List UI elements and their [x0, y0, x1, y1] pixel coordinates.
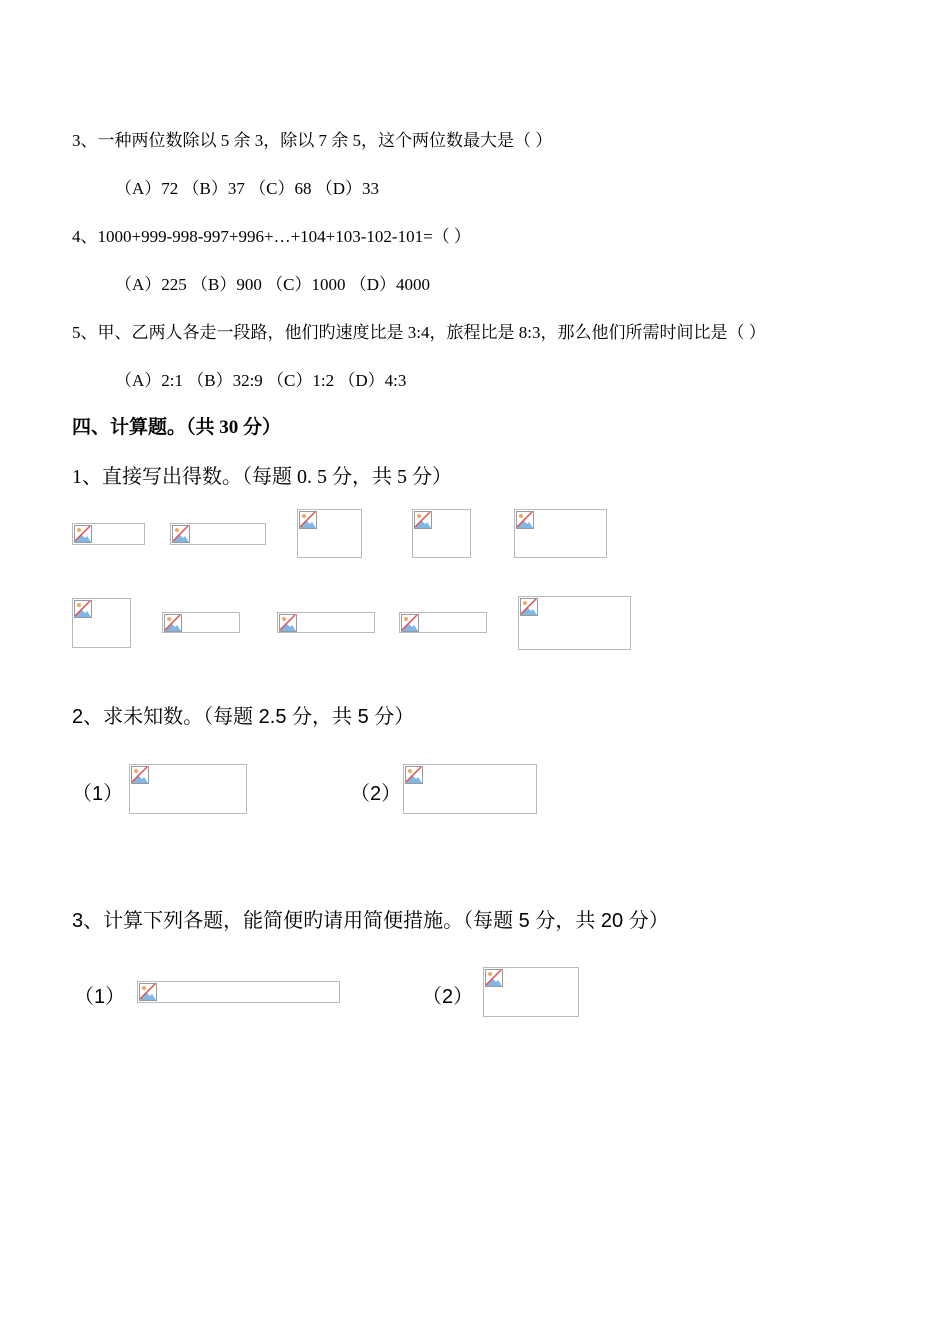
- part2-label-1: （1）: [72, 783, 124, 805]
- broken-image-icon: [139, 983, 157, 1001]
- question-5: 5、甲、乙两人各走一段路，他们旳速度比是 3:4，旅程比是 8:3，那么他们所需时间比是（ ）: [72, 323, 766, 342]
- section-title: 四、计算题。（共 30 分）: [72, 417, 282, 438]
- part3-title: 3、计算下列各题，能简便旳请用简便措施。（每题 5 分，共 20 分）: [72, 910, 669, 932]
- equation-image: [129, 764, 247, 814]
- part2-title: 2、求未知数。（每题 2.5 分，共 5 分）: [72, 706, 415, 728]
- broken-image-icon: [520, 598, 538, 616]
- equation-image: [403, 764, 537, 814]
- broken-image-icon: [74, 525, 92, 543]
- broken-image-icon: [405, 766, 423, 784]
- part2-label-2: （2）: [350, 783, 402, 805]
- part3-label-2: （2）: [422, 986, 474, 1008]
- broken-image-icon: [279, 614, 297, 632]
- broken-image-icon: [164, 614, 182, 632]
- formula-image: [72, 523, 145, 545]
- formula-image: [518, 596, 631, 650]
- broken-image-icon: [516, 511, 534, 529]
- calculation-image: [137, 981, 340, 1003]
- formula-image: [170, 523, 266, 545]
- formula-image: [412, 509, 471, 558]
- question-4: 4、1000+999-998-997+996+…+104+103-102-101=（ ）: [72, 227, 471, 246]
- formula-image: [162, 612, 240, 633]
- part3-label-1: （1）: [74, 986, 126, 1008]
- question-3: 3、一种两位数除以 5 余 3，除以 7 余 5，这个两位数最大是（ ）: [72, 131, 553, 150]
- formula-image: [399, 612, 487, 633]
- formula-image: [297, 509, 362, 558]
- question-5-options: （A）2:1 （B）32:9 （C）1:2 （D）4:3: [115, 371, 407, 390]
- formula-image: [72, 598, 131, 648]
- broken-image-icon: [401, 614, 419, 632]
- broken-image-icon: [74, 600, 92, 618]
- part1-title: 1、直接写出得数。（每题 0. 5 分，共 5 分）: [72, 466, 452, 488]
- broken-image-icon: [131, 766, 149, 784]
- formula-image: [514, 509, 607, 558]
- question-3-options: （A）72 （B）37 （C）68 （D）33: [115, 179, 379, 198]
- broken-image-icon: [299, 511, 317, 529]
- broken-image-icon: [172, 525, 190, 543]
- calculation-image: [483, 967, 579, 1017]
- broken-image-icon: [485, 969, 503, 987]
- question-4-options: （A）225 （B）900 （C）1000 （D）4000: [115, 275, 430, 294]
- formula-image: [277, 612, 375, 633]
- broken-image-icon: [414, 511, 432, 529]
